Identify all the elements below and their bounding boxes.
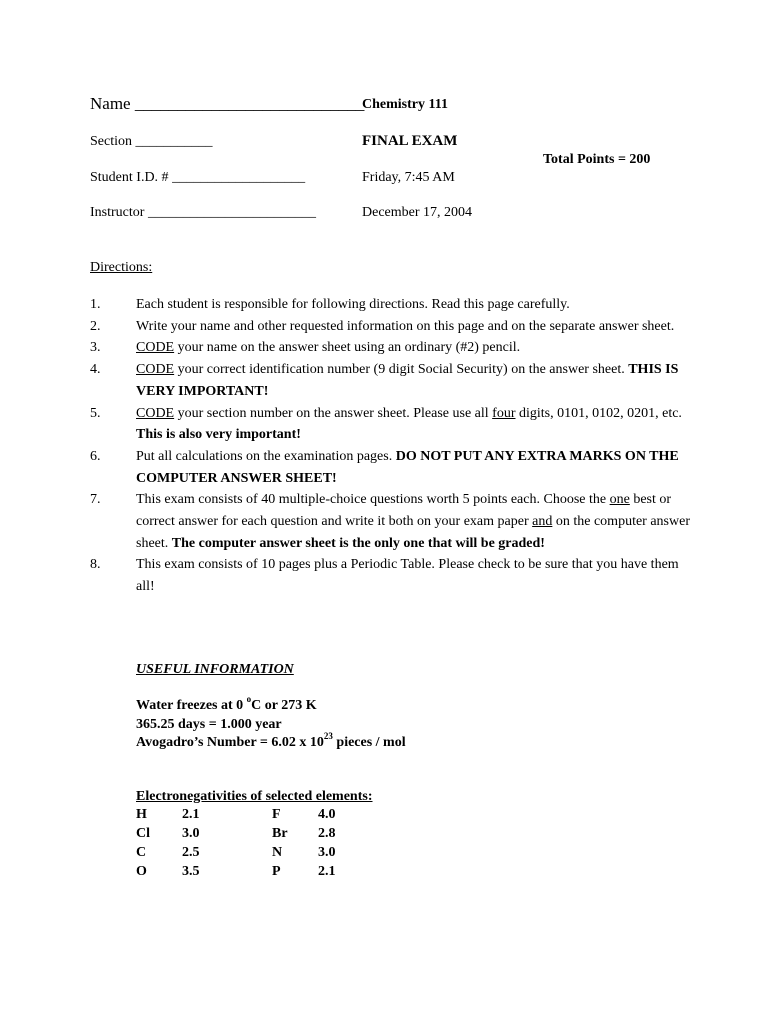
name-label: Name [90, 94, 131, 113]
avogadro-fact: Avogadro’s Number = 6.02 x $10^{23}$ pieces / mol [136, 731, 406, 750]
table-row: Cl 3.0 Br 2.8 [136, 826, 336, 841]
electronegativity-table [136, 805, 358, 881]
table-row: H 2.1 F 4.0 [136, 807, 336, 822]
table-row: O 3.5 P 2.1 [136, 864, 336, 879]
exponent: 23 [323, 731, 333, 741]
student-id-field [90, 170, 305, 186]
list-item: 8. This exam consists of 10 pages plus a Periodic Table. Please check to be sure that you have them all! [90, 557, 679, 595]
exam-time: Friday, 7:45 AM [362, 170, 455, 185]
list-item: 7. This exam consists of 40 multiple-choice questions worth 5 points each. Choose the one best or correct answer for each question and write it both on your exam paper and on the computer answer sheet. The computer answer sheet is the only one that will be graded! [90, 492, 690, 551]
section-line: ___________ [135, 134, 213, 149]
instructor-label: Instructor [90, 205, 145, 220]
exam-title: FINAL EXAM [362, 133, 458, 149]
electronegativity-heading: Electronegativities of selected elements: [136, 789, 373, 804]
useful-info-heading: USEFUL INFORMATION [136, 662, 294, 677]
course-title: Chemistry 111 [362, 97, 448, 112]
directions-heading: Directions: [90, 260, 153, 275]
list-item: 4. CODE your correct identification number (9 digit Social Security) on the answer sheet. THIS IS VERY IMPORTANT! [90, 362, 679, 399]
year-fact: 365.25 days = 1.000 year [136, 717, 282, 732]
list-item: 3. CODE your name on the answer sheet using an ordinary (#2) pencil. [90, 340, 521, 356]
total-points: Total Points = 200 [543, 152, 651, 167]
list-item: 1. Each student is responsible for following directions. Read this page carefully. [90, 297, 570, 312]
degree-symbol: o [246, 694, 252, 704]
instructor-field [90, 205, 316, 221]
student-id-line: ___________________ [172, 170, 306, 185]
section-field [90, 134, 213, 150]
directions-list [90, 294, 690, 598]
list-item: 5. CODE your section number on the answer sheet. Please use all four digits, 0101, 0102, 0201, etc. This is also very important! [90, 405, 682, 443]
student-id-label: Student I.D. # [90, 170, 169, 185]
list-item: 6. Put all calculations on the examination pages. DO NOT PUT ANY EXTRA MARKS ON THE COMPUTER ANSWER SHEET! [90, 448, 679, 486]
water-freezing-fact: Water freezes at 0 $^o$C or 273 K [136, 694, 317, 713]
exam-date: December 17, 2004 [362, 205, 473, 220]
list-item: 2. Write your name and other requested information on this page and on the separate answer sheet. [90, 318, 675, 334]
instructor-line: ________________________ [147, 205, 316, 220]
name-field [90, 94, 364, 114]
section-label: Section [90, 134, 132, 149]
table-row: C 2.5 N 3.0 [136, 845, 336, 860]
name-line: ___________________________ [134, 94, 365, 113]
